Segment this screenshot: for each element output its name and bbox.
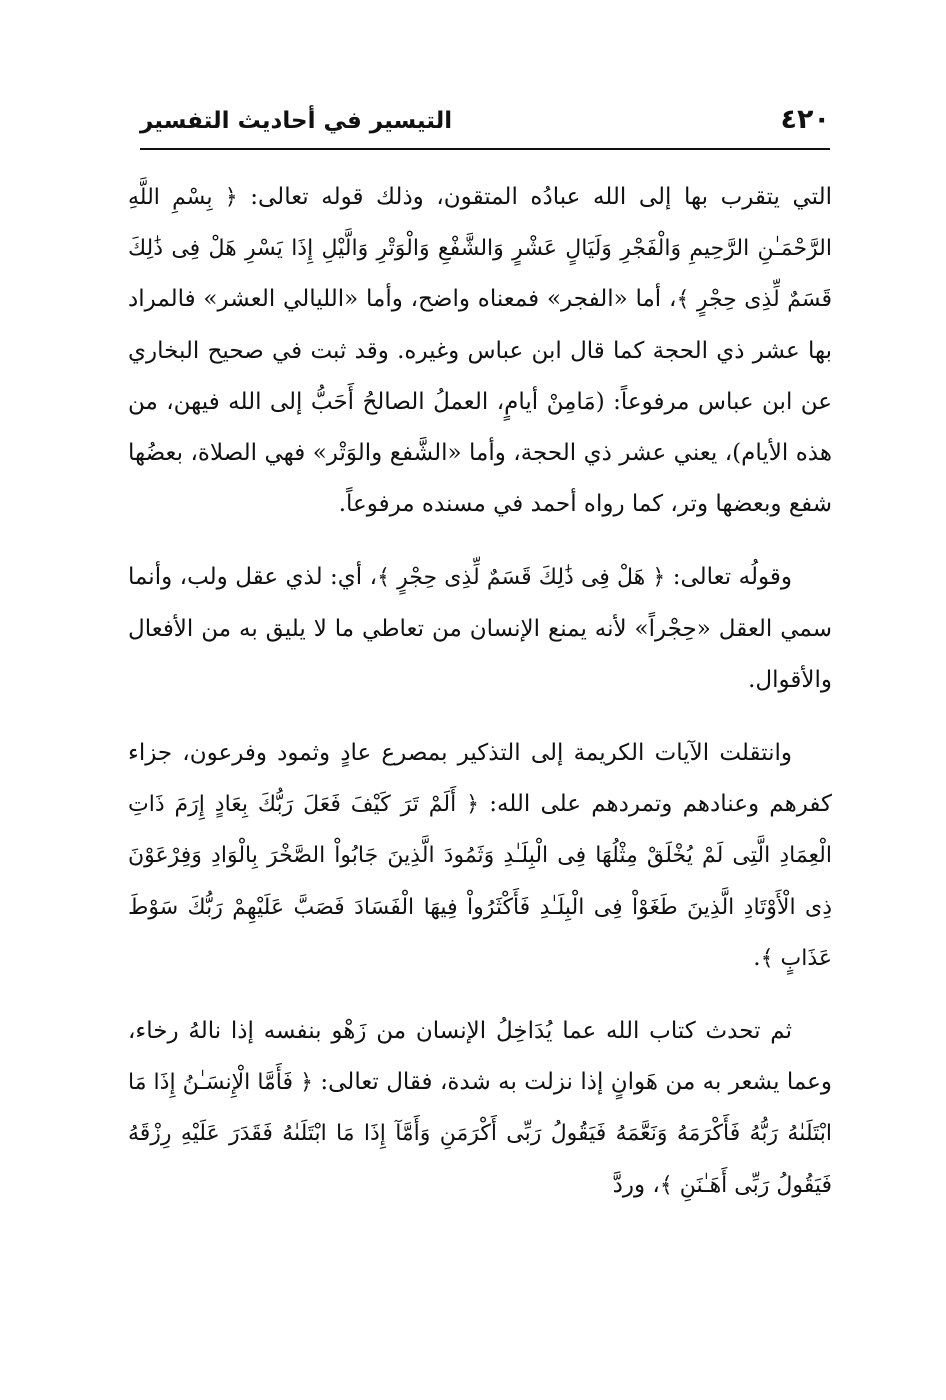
paragraph-3-lead: وانتقلت الآيات الكريمة إلى التذكير بمصرع عادٍ وثمود وفرعون، جزاء كفرهم وعنادهم وتمردهم على الله: bbox=[128, 740, 833, 818]
quran-verse: ﴿ بِسْمِ اللَّهِ الرَّحْمَـٰنِ الرَّحِيمِ وَالْفَجْرِ وَلَيَالٍ عَشْرٍ وَالشَّفْعِ وَالْوَتْرِ وَالَّيْلِ إِذَا يَسْرِ هَلْ فِى ذَٰلِكَ قَسَمٌ لِّذِى حِجْرٍ ﴾ bbox=[128, 185, 832, 313]
header-divider bbox=[140, 148, 830, 150]
quran-verse: ﴿ هَلْ فِى ذَٰلِكَ قَسَمٌ لِّذِى حِجْرٍ ﴾ bbox=[377, 565, 666, 591]
paragraph-4-tail: ، وردَّ bbox=[612, 1171, 660, 1198]
paragraph-1 bbox=[128, 172, 832, 530]
page-header bbox=[140, 102, 830, 146]
paragraph-2-tail: ، أي: لذي عقل ولب، وأنما سمي العقل «حِجْراً» لأنه يمنع الإنسان من تعاطي ما لا يليق به من الأفعال والأقوال. bbox=[128, 564, 832, 693]
paragraph-1-lead: التي يتقرب بها إلى الله عبادُه المتقون، وذلك قوله تعالى: bbox=[237, 184, 832, 210]
running-title: التيسير في أحاديث التفسير bbox=[140, 108, 453, 134]
paragraph-4-lead: ثم تحدث كتاب الله عما يُدَاخِلُ الإنسان من زَهْو بنفسه إذا نالهُ رخاء، وعما يشعر به من هَوانٍ إذا نزلت به شدة، فقال تعالى: bbox=[128, 1018, 832, 1096]
paragraph-2 bbox=[128, 552, 832, 706]
paragraph-3 bbox=[128, 728, 832, 984]
page-number: ٤٢٠ bbox=[780, 104, 830, 135]
paragraph-4 bbox=[128, 1006, 832, 1211]
body-text bbox=[128, 172, 832, 1211]
quran-verse: ﴿ فَأَمَّا الْإِنسَـٰنُ إِذَا مَا ابْتَلَىٰهُ رَبُّهُ فَأَكْرَمَهُ وَنَعَّمَهُ فَيَقُولُ رَبِّى أَكْرَمَنِ وَأَمَّآ إِذَا مَا ابْتَلَىٰهُ فَقَدَرَ عَلَيْهِ رِزْقَهُ فَيَقُولُ رَبِّى أَهَـٰنَنِ ﴾ bbox=[128, 1070, 832, 1198]
paragraph-3-tail: . bbox=[753, 944, 761, 971]
paragraph-1-tail: ، أما «الفجر» فمعناه واضح، وأما «الليالي العشر» فالمراد بها عشر ذي الحجة كما قال ابن عباس وغيره. وقد ثبت في صحيح البخاري عن ابن عباس مرفوعاً: (مَامِنْ أيامٍ، العملُ الصالحُ أَحَبُّ إلى الله فيهن، من هذه الأيام)، يعني عشر ذي الحجة، وأما «الشَّفع والوَتْر» فهي الصلاة، بعضُها شفع وبعضها وتر، كما رواه أحمد في مسنده مرفوعاً. bbox=[128, 286, 832, 518]
quran-verse: ﴿ أَلَمْ تَرَ كَيْفَ فَعَلَ رَبُّكَ بِعَادٍ إِرَمَ ذَاتِ الْعِمَادِ الَّتِى لَمْ يُخْلَقْ مِثْلُهَا فِى الْبِلَـٰدِ وَثَمُودَ الَّذِينَ جَابُواْ الصَّخْرَ بِالْوَادِ وَفِرْعَوْنَ ذِى الْأَوْتَادِ الَّذِينَ طَغَوْاْ فِى الْبِلَـٰدِ فَأَكْثَرُواْ فِيهَا الْفَسَادَ فَصَبَّ عَلَيْهِمْ رَبُّكَ سَوْطَ عَذَابٍ ﴾ bbox=[128, 792, 832, 971]
paragraph-2-lead: وقولُه تعالى: bbox=[665, 564, 792, 591]
